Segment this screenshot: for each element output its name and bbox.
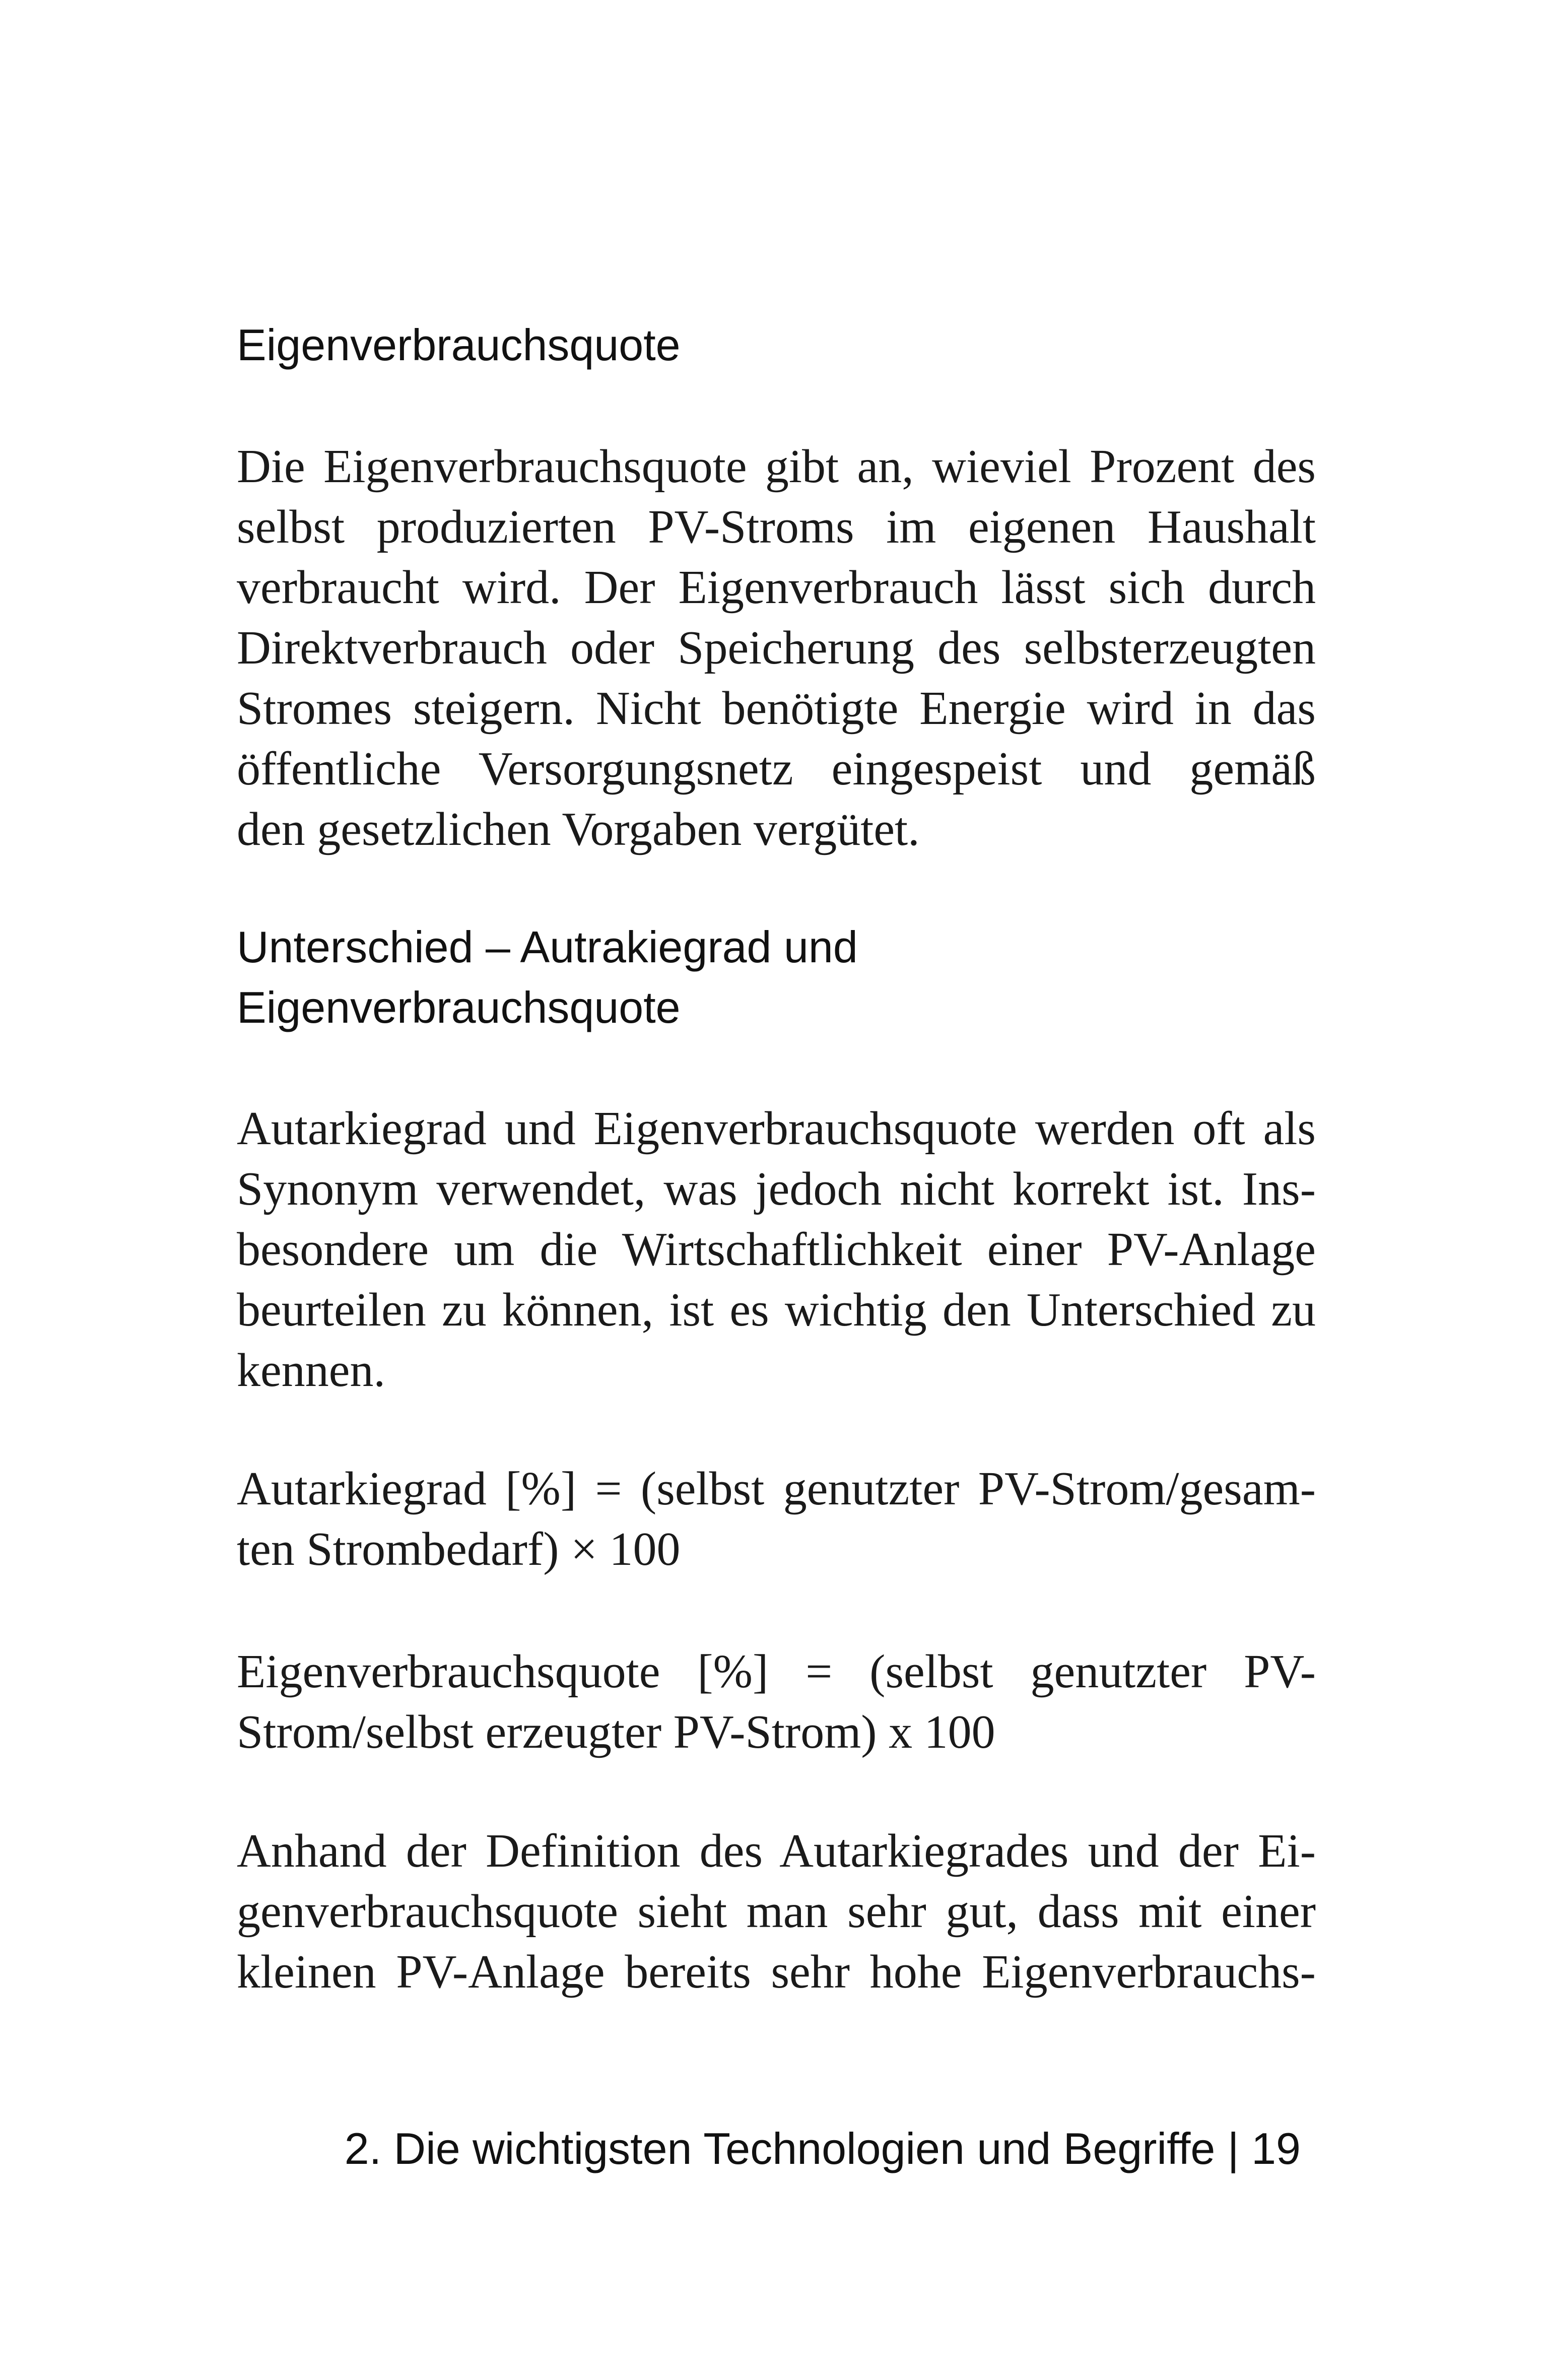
formula-line: Autarkiegrad [%] = (selbst genutzter PV-Strom/gesam- [237, 1463, 1316, 1515]
text-line: Synonym verwendet, was jedoch nicht korrekt ist. Ins- [237, 1163, 1316, 1215]
formula-eigenverbrauchsquote [237, 1641, 1316, 1762]
footer-separator: | [1227, 2124, 1239, 2173]
formula-autarkiegrad [237, 1459, 1316, 1579]
text-line: genverbrauchsquote sieht man sehr gut, dass mit einer [237, 1885, 1316, 1938]
paragraph-definition [237, 436, 1316, 860]
text-line: Autarkiegrad und Eigenverbrauchsquote werden oft als [237, 1102, 1316, 1155]
text-line: besondere um die Wirtschaftlichkeit einer PV-Anlage [237, 1223, 1316, 1276]
text-line: kleinen PV-Anlage bereits sehr hohe Eigenverbrauchs- [237, 1946, 1316, 1998]
formula-line: Eigenverbrauchsquote [%] = (selbst genutzter PV- [237, 1645, 1316, 1698]
text-line: beurteilen zu können, ist es wichtig den Unterschied zu [237, 1284, 1316, 1336]
heading-line: Unterschied – Autrakiegrad und [237, 922, 858, 972]
formula-line: Strom/selbst erzeugter PV-Strom) x 100 [237, 1706, 995, 1758]
chapter-title: 2. Die wichtigsten Technologien und Begriffe [344, 2124, 1216, 2173]
page-footer [237, 2119, 1301, 2179]
text-line: öffentliche Versorgungsnetz eingespeist und gemäß [237, 743, 1316, 795]
text-line: Die Eigenverbrauchsquote gibt an, wieviel Prozent des [237, 440, 1316, 493]
paragraph-anhand [237, 1821, 1316, 2002]
text-line: Direktverbrauch oder Speicherung des selbsterzeugten [237, 622, 1316, 674]
text-line: Stromes steigern. Nicht benötigte Energie wird in das [237, 682, 1316, 735]
page-number: 19 [1251, 2124, 1301, 2173]
section-heading-eigenverbrauchsquote [237, 315, 1315, 375]
text-line: selbst produzierten PV-Stroms im eigenen Haushalt [237, 501, 1316, 553]
paragraph-unterschied [237, 1098, 1316, 1401]
formula-line: ten Strombedarf) × 100 [237, 1523, 681, 1575]
heading-text: Eigenverbrauchsquote [237, 320, 681, 370]
text-line: kennen. [237, 1344, 385, 1397]
text-line: den gesetzlichen Vorgaben vergütet. [237, 803, 920, 855]
text-line: verbraucht wird. Der Eigenverbrauch lässt sich durch [237, 561, 1316, 614]
heading-line: Eigenverbrauchsquote [237, 982, 681, 1032]
text-line: Anhand der Definition des Autarkiegrades und der Ei- [237, 1825, 1316, 1877]
section-heading-unterschied [237, 917, 1315, 1038]
